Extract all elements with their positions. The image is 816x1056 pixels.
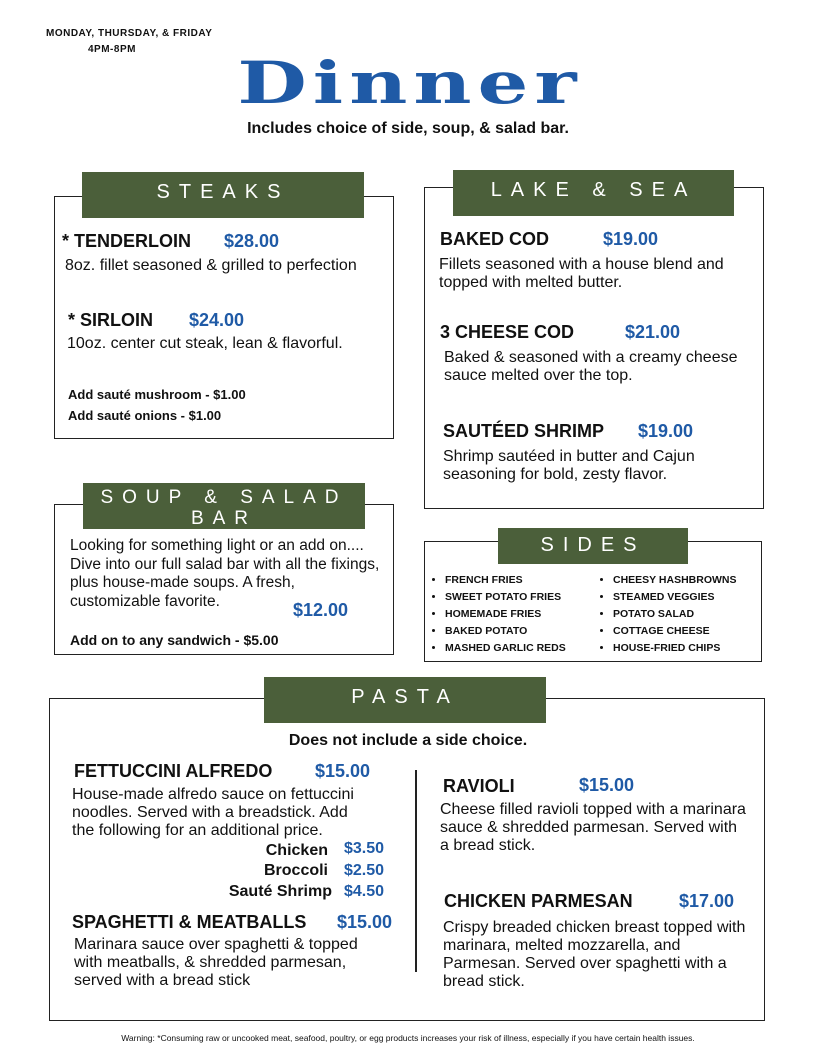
menu-item-price: $21.00 bbox=[625, 322, 681, 342]
menu-item-desc: Crispy breaded chicken breast topped with marinara, melted mozzarella, and Parmesan. Served over spaghetti with a bread stick. bbox=[443, 919, 746, 990]
menu-item-desc: Baked & seasoned with a creamy cheese sauce melted over the top. bbox=[444, 349, 738, 384]
list-item: • CHEESY HASHBROWNS bbox=[613, 572, 737, 589]
menu-item-name: * TENDERLOIN bbox=[62, 231, 192, 251]
menu-item-desc: House-made alfredo sauce on fettuccini noodles. Served with a breadstick. Add the following for an additional price. bbox=[72, 786, 354, 839]
list-item: • STEAMED VEGGIES bbox=[613, 589, 737, 606]
menu-item-desc: Shrimp sautéed in butter and Cajun seasoning for bold, zesty flavor. bbox=[443, 448, 695, 483]
addon-price: $3.50 bbox=[344, 840, 385, 857]
soup-salad-price: $12.00 bbox=[287, 600, 348, 621]
menu-item-name: FETTUCCINI ALFREDO bbox=[74, 761, 273, 781]
menu-item-name: RAVIOLI bbox=[443, 776, 515, 796]
menu-item-price: $15.00 bbox=[579, 775, 635, 795]
addon-name: Chicken bbox=[265, 842, 328, 859]
menu-item-price: $15.00 bbox=[315, 761, 371, 781]
service-days: MONDAY, THURSDAY, & FRIDAY bbox=[46, 28, 213, 39]
addon-name: Broccoli bbox=[263, 862, 328, 879]
pasta-heading: PASTA bbox=[264, 677, 546, 723]
list-item: • POTATO SALAD bbox=[613, 606, 737, 623]
soup-salad-desc: Looking for something light or an add on.... Dive into our full salad bar with all the fixings, plus house-made soups. A fresh, customizable favorite. bbox=[70, 537, 380, 610]
soup-salad-heading: SOUP & SALAD BAR bbox=[83, 483, 365, 529]
addon-price: $4.50 bbox=[344, 883, 385, 900]
menu-item-name: SAUTÉED SHRIMP bbox=[443, 421, 605, 441]
list-item: • HOMEMADE FRIES bbox=[445, 606, 566, 623]
menu-item-name: 3 CHEESE COD bbox=[440, 322, 575, 342]
menu-item-desc: Cheese filled ravioli topped with a marinara sauce & shredded parmesan. Served with a bread stick. bbox=[440, 801, 746, 854]
menu-item-name: BAKED COD bbox=[440, 229, 550, 249]
list-item: • HOUSE-FRIED CHIPS bbox=[613, 640, 737, 657]
list-item: • BAKED POTATO bbox=[445, 623, 566, 640]
menu-item-price: $28.00 bbox=[224, 231, 280, 251]
menu-item-price: $19.00 bbox=[638, 421, 694, 441]
pasta-note: Does not include a side choice. bbox=[288, 732, 528, 749]
list-item: • SWEET POTATO FRIES bbox=[445, 589, 566, 606]
menu-item-desc: Marinara sauce over spaghetti & topped with meatballs, & shredded parmesan, served with a bread stick bbox=[74, 936, 358, 989]
menu-item-name: CHICKEN PARMESAN bbox=[444, 891, 633, 911]
steaks-heading: STEAKS bbox=[82, 172, 364, 218]
lake-sea-heading: LAKE & SEA bbox=[453, 170, 734, 216]
soup-salad-addon: Add on to any sandwich - $5.00 bbox=[70, 632, 279, 648]
service-hours: 4PM-8PM bbox=[88, 44, 136, 55]
menu-item-desc: Fillets seasoned with a house blend and topped with melted butter. bbox=[439, 256, 724, 291]
page-subtitle: Includes choice of side, soup, & salad bar. bbox=[247, 120, 569, 137]
menu-item-desc: 8oz. fillet seasoned & grilled to perfection bbox=[65, 257, 357, 274]
menu-item-name: SPAGHETTI & MEATBALLS bbox=[72, 912, 307, 932]
sides-heading: SIDES bbox=[498, 528, 688, 564]
list-item: • FRENCH FRIES bbox=[445, 572, 566, 589]
menu-item-price: $15.00 bbox=[337, 912, 393, 932]
list-item: • MASHED GARLIC REDS bbox=[445, 640, 566, 657]
menu-item-desc: 10oz. center cut steak, lean & flavorful. bbox=[67, 335, 343, 352]
menu-item-price: $24.00 bbox=[189, 310, 245, 330]
list-item: • COTTAGE CHEESE bbox=[613, 623, 737, 640]
addon-text: Add sauté mushroom - $1.00 bbox=[68, 387, 246, 402]
sides-list-right bbox=[595, 572, 737, 657]
addon-text: Add sauté onions - $1.00 bbox=[68, 408, 222, 423]
menu-item-price: $17.00 bbox=[679, 891, 735, 911]
addon-price: $2.50 bbox=[344, 862, 385, 879]
sides-list-left bbox=[427, 572, 566, 657]
menu-item-price: $19.00 bbox=[603, 229, 659, 249]
menu-item-name: * SIRLOIN bbox=[68, 310, 154, 330]
page-title: Dinner bbox=[237, 49, 583, 117]
health-warning: Warning: *Consuming raw or uncooked meat, seafood, poultry, or egg products increases your risk of illness, especially if you have certain health issues. bbox=[121, 1033, 695, 1043]
addon-name: Sauté Shrimp bbox=[228, 883, 332, 900]
pasta-divider bbox=[415, 770, 417, 972]
